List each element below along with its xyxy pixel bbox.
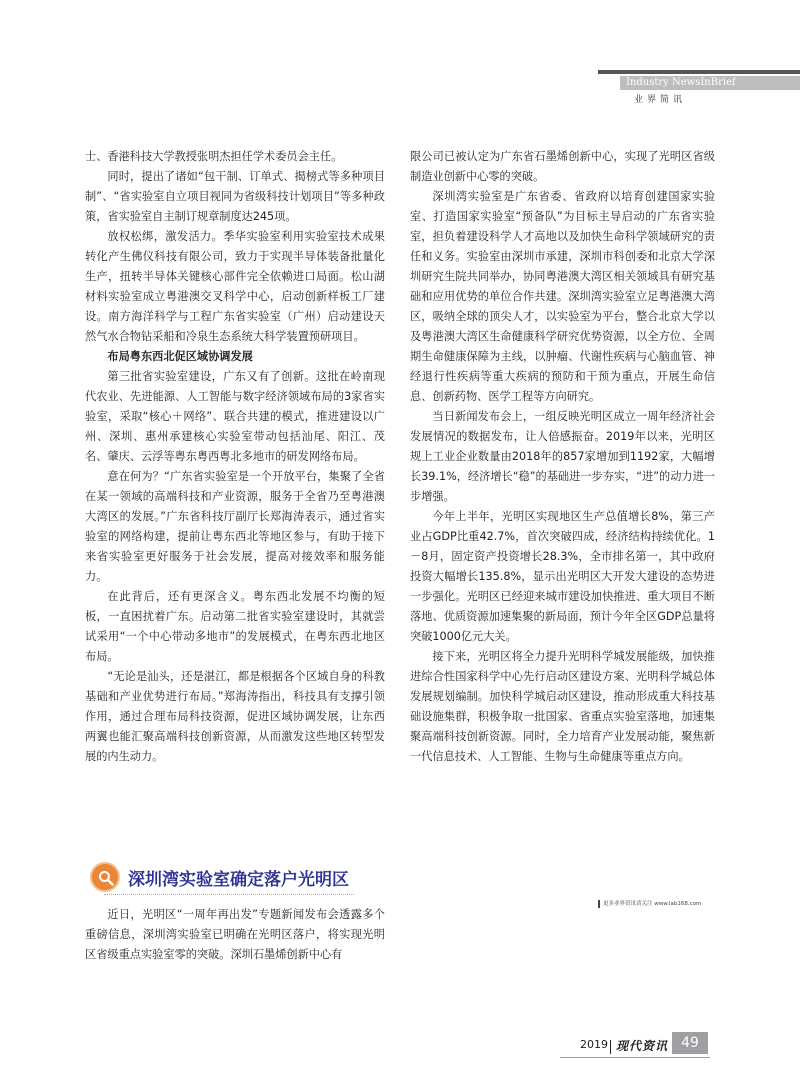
footer-line xyxy=(560,1057,710,1058)
right-column xyxy=(410,147,715,767)
section-body xyxy=(85,905,385,965)
subheading: 布局粤东西北促区域协调发展 xyxy=(107,350,253,363)
paragraph: 在此背后，还有更深含义。粤东西北发展不均衡的短板，一直困扰着广东。启动第二批省实验室建设时，其就尝试采用“一个中心带动多地市”的发展模式，在粤东西北地区布局。 xyxy=(85,590,385,663)
paragraph: 近日，光明区“一周年再出发”专题新闻发布会透露多个重磅信息，深圳湾实验室已明确在光明区落户，将实现光明区省级重点实验室零的突破。深圳石墨烯创新中心有 xyxy=(85,908,385,961)
left-column xyxy=(85,147,385,767)
page-number: 49 xyxy=(672,1032,708,1054)
magazine-name: 现代资讯 xyxy=(616,1039,669,1053)
footer-separator xyxy=(610,1040,611,1054)
footer-year: 2019 xyxy=(580,1038,608,1051)
paragraph: “无论是汕头，还是湛江，都是根据各个区域自身的科教基础和产业优势进行布局。”郑海涛指出，科技具有支撑引领作用，通过合理布局科技资源，促进区域协调发展，让东西两翼也能汇聚高端科技创新资源，从而激发这些地区转型发展的内生动力。 xyxy=(85,670,385,763)
section-title-cn: 业界简讯 xyxy=(634,95,687,105)
paragraph: 今年上半年，光明区实现地区生产总值增长8%，第三产业占GDP比重42.7%，首次突破四成，经济结构持续优化。1－8月，固定资产投资增长28.3%，全市排名第一，其中政府投资大幅增长135.8%，显示出光明区大开发大建设的态势进一步强化。光明区已经迎来城市建设加快推进、重大项目不断落地、优质资源加速集聚的新局面，预计今年全区GDP总量将突破1000亿元大关。 xyxy=(410,510,715,643)
magnifier-icon xyxy=(90,862,120,892)
paragraph: 意在何为？“广东省实验室是一个开放平台，集聚了全省在某一领域的高端科技和产业资源，服务于全省乃至粤港澳大湾区的发展。”广东省科技厅副厅长郑海涛表示，通过省实验室的网络构建，提前让粤东西北等地区参与，有助于接下来省实验室更好服务于社会发展，提高对接效率和服务能力。 xyxy=(85,470,385,583)
section-heading xyxy=(90,862,390,896)
paragraph: 深圳湾实验室是广东省委、省政府以培育创建国家实验室、打造国家实验室“预备队”为目标主导启动的广东省实验室，担负着建设科学人才高地以及加快生命科学领域研究的责任和义务。实验室由深圳市承建，深圳市科创委和北京大学深圳研究生院共同举办，协同粤港澳大湾区相关领域具有研究基础和应用优势的单位合作共建。深圳湾实验室立足粤港澳大湾区，吸纳全球的顶尖人才，以实验室为平台，整合北京大学以及粤港澳大湾区生命健康科学研究优势资源，以全方位、全周期生命健康保障为主线，以肿瘤、代谢性疾病与心脑血管、神经退行性疾病等重大疾病的预防和干预为重点，开展生命信息、创新药物、医学工程等方向研究。 xyxy=(410,190,715,403)
paragraph: 同时，提出了诸如“包干制、订单式、揭榜式等多种项目制”、“省实验室自立项目视同为省级科技计划项目”等多种政策，省实验室自主制订规章制度达245项。 xyxy=(85,170,385,223)
section-heading-text: 深圳湾实验室确定落户光明区 xyxy=(128,870,349,890)
paragraph: 放权松绑，激发活力。季华实验室利用实验室技术成果转化产生佛仪科技有限公司，致力于实现半导体装备批量化生产，扭转半导体关键核心部件完全依赖进口局面。松山湖材料实验室成立粤港澳交叉科学中心，启动创新样板工厂建设。南方海洋科学与工程广东省实验室（广州）启动建设天然气水合物钻采船和冷泉生态系统大科学装置预研项目。 xyxy=(85,230,385,343)
section-title-en: Industry NewsInBrief xyxy=(620,76,800,90)
paragraph: 士、香港科技大学教授张明杰担任学术委员会主任。 xyxy=(85,150,343,163)
paragraph: 限公司已被认定为广东省石墨烯创新中心，实现了光明区省级制造业创新中心零的突破。 xyxy=(410,150,715,183)
paragraph: 当日新闻发布会上，一组反映光明区成立一周年经济社会发展情况的数据发布，让人倍感振奋。2019年以来，光明区规上工业企业数量由2018年的857家增加到1192家，大幅增长39.1%，经济增长“稳”的基础进一步夯实，“进”的动力进一步增强。 xyxy=(410,410,715,503)
section-header xyxy=(598,70,800,104)
more-info-note: 更多业界资讯请关注 www.lab168.com xyxy=(598,900,701,908)
divider xyxy=(104,894,354,895)
paragraph: 接下来，光明区将全力提升光明科学城发展能级，加快推进综合性国家科学中心先行启动区建设方案、光明科学城总体发展规划编制。加快科学城启动区建设，推动形成重大科技基础设施集群，积极争取一批国家、省重点实验室落地，加速集聚高端科技创新资源。同时，全力培育产业发展动能，聚焦新一代信息技术、人工智能、生物与生命健康等重点方向。 xyxy=(410,650,715,763)
paragraph: 第三批省实验室建设，广东又有了创新。这批在岭南现代农业、先进能源、人工智能与数字经济领域布局的3家省实验室，采取“核心＋网络”、联合共建的模式，推进建设以广州、深圳、惠州承建核心实验室带动包括汕尾、阳江、茂名、肇庆、云浮等粤东粤西粤北多地市的研发网络布局。 xyxy=(85,370,385,463)
